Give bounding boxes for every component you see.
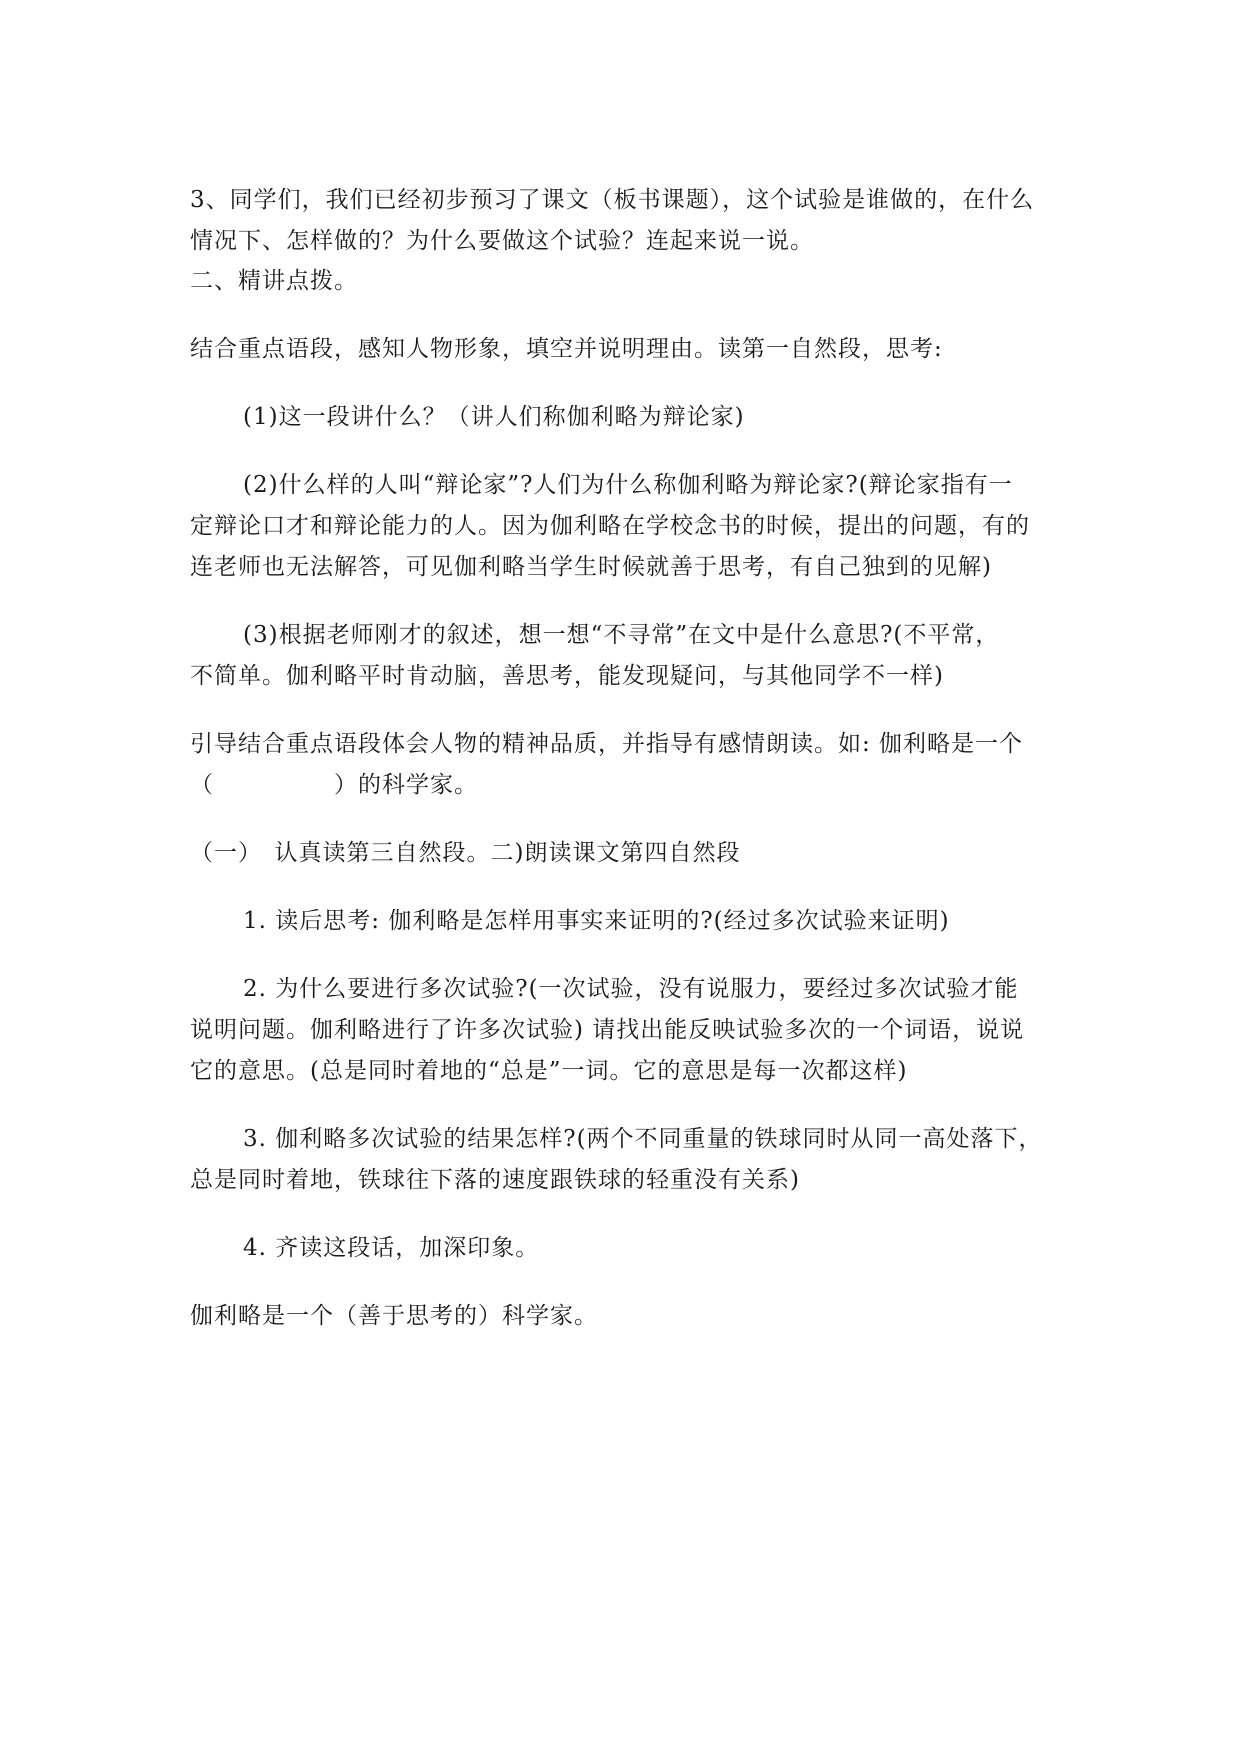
- paragraph-line: （一） 认真读第三自然段。二)朗读课文第四自然段: [190, 840, 741, 866]
- paragraph-line: 伽利略是一个（善于思考的）科学家。: [190, 1303, 598, 1329]
- list-item: 3. 伽利略多次试验的结果怎样?(两个不同重量的铁球同时从同一高处落下，: [243, 1126, 1043, 1152]
- paragraph-line: (2)什么样的人叫“辩论家”?人们为什么称伽利略为辩论家?(辩论家指有一: [243, 472, 1013, 498]
- section-heading: 二、精讲点拨。: [190, 268, 358, 294]
- paragraph-line: 情况下、怎样做的？为什么要做这个试验？连起来说一说。: [190, 228, 814, 254]
- paragraph-line: 不简单。伽利略平时肯动脑，善思考，能发现疑问，与其他同学不一样): [190, 663, 944, 689]
- paragraph-line: (1)这一段讲什么？（讲人们称伽利略为辩论家): [243, 404, 745, 430]
- paragraph-line: 它的意思。(总是同时着地的“总是”一词。它的意思是每一次都这样): [190, 1058, 908, 1084]
- list-item: 1. 读后思考: 伽利略是怎样用事实来证明的?(经过多次试验来证明): [243, 908, 950, 934]
- paragraph-line: (3)根据老师刚才的叙述，想一想“不寻常”在文中是什么意思?(不平常，: [243, 622, 1000, 648]
- list-item: 2. 为什么要进行多次试验?(一次试验，没有说服力，要经过多次试验才能: [243, 976, 1019, 1002]
- paragraph-line: 3、同学们，我们已经初步预习了课文（板书课题），这个试验是谁做的，在什么: [190, 187, 1035, 213]
- paragraph-line: 结合重点语段，感知人物形象，填空并说明理由。读第一自然段，思考:: [190, 336, 943, 362]
- list-item: 4. 齐读这段话，加深印象。: [243, 1235, 540, 1261]
- paragraph-line: 定辩论口才和辩论能力的人。因为伽利略在学校念书的时候，提出的问题，有的: [190, 513, 1030, 539]
- paragraph-line: 总是同时着地，铁球往下落的速度跟铁球的轻重没有关系): [190, 1167, 800, 1193]
- paragraph-line: 说明问题。伽利略进行了许多次试验) 请找出能反映试验多次的一个词语，说说: [190, 1017, 1025, 1043]
- paragraph-line: 引导结合重点语段体会人物的精神品质，并指导有感情朗读。如: 伽利略是一个: [190, 731, 1024, 757]
- paragraph-line: 连老师也无法解答，可见伽利略当学生时候就善于思考，有自己独到的见解): [190, 554, 992, 580]
- paragraph-line: （ ）的科学家。: [190, 772, 478, 798]
